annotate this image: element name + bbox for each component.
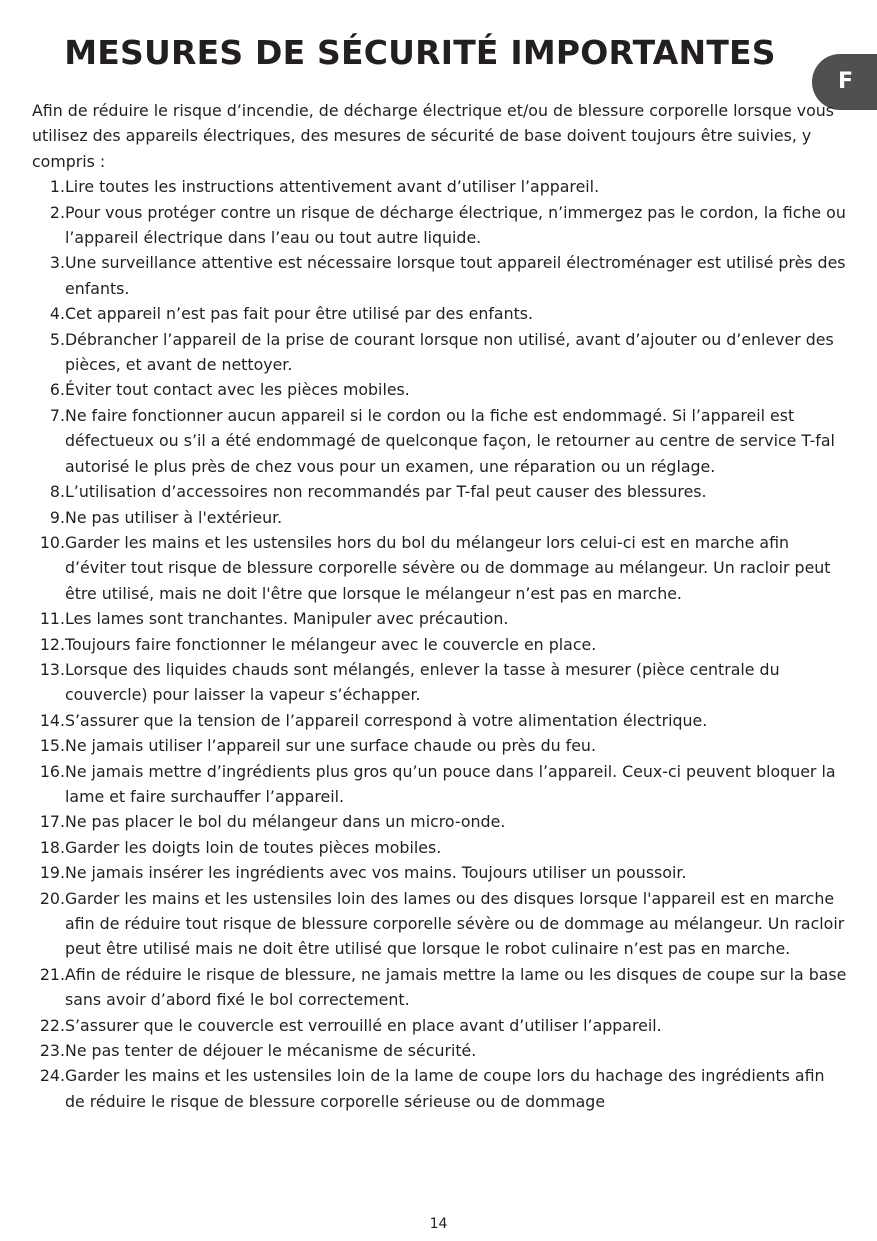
item-text: Pour vous protéger contre un risque de décharge électrique, n’immergez pas le cordon, la fiche ou l’appareil électrique dans l’eau ou tout autre liquide. [65,202,846,248]
safety-item [32,962,847,1013]
item-number: 18. [39,837,65,857]
item-text: Garder les doigts loin de toutes pièces mobiles. [65,837,442,857]
item-number: 8. [49,482,65,502]
item-text: Une surveillance attentive est nécessaire lorsque tout appareil électroménager est utilisé près des enfants. [65,253,846,298]
item-number: 3. [49,253,65,273]
item-number: 13. [39,659,65,679]
safety-item [32,1038,847,1063]
item-number: 10. [39,532,65,552]
item-number: 2. [49,202,65,222]
item-text: Lorsque des liquides chauds sont mélangés, enlever la tasse à mesurer (pièce centrale du couvercle) pour laisser la vapeur s’échapper. [65,659,780,705]
item-text: Ne jamais utiliser l’appareil sur une surface chaude ou près du feu. [65,736,596,756]
item-text: Ne pas placer le bol du mélangeur dans un micro-onde. [65,812,506,832]
safety-item [32,200,847,251]
item-number: 5. [49,329,65,349]
safety-item [32,1063,847,1114]
safety-item [32,733,847,758]
safety-item [32,835,847,860]
item-text: Ne faire fonctionner aucun appareil si le cordon ou la fiche est endommagé. Si l’appareil est défectueux ou s’il a été endommagé de quelconque façon, le retourner au centre de service T-fal autorisé le plus près de chez vous pour un examen, une réparation ou un réglage. [65,405,835,476]
item-text: Cet appareil n’est pas fait pour être utilisé par des enfants. [65,304,534,324]
item-text: Afin de réduire le risque de blessure, ne jamais mettre la lame ou les disques de coupe sur la base sans avoir d’abord fixé le bol correctement. [65,964,847,1010]
safety-item [32,327,847,378]
safety-item [32,250,847,301]
safety-content [32,98,847,1114]
safety-item [32,530,847,606]
item-number: 7. [49,405,65,425]
item-text: Garder les mains et les ustensiles loin des lames ou des disques lorsque l'appareil est en marche afin de réduire tout risque de blessure corporelle sévère ou de dommage au mélangeur. Un racloir peut être utilisé mais ne doit être utilisé que lorsque le robot culinaire n’est pas en marche. [65,888,845,959]
safety-item [32,860,847,885]
item-text: L’utilisation d’accessoires non recommandés par T-fal peut causer des blessures. [65,482,707,502]
item-number: 1. [49,177,65,197]
item-text: S’assurer que la tension de l’appareil correspond à votre alimentation électrique. [65,710,708,730]
page-number: 14 [429,1216,448,1232]
item-number: 22. [39,1015,65,1035]
safety-item [32,301,847,326]
item-text: Lire toutes les instructions attentivement avant d’utiliser l’appareil. [65,177,600,197]
item-text: Ne pas utiliser à l'extérieur. [65,507,283,527]
safety-item [32,479,847,504]
item-text: Les lames sont tranchantes. Manipuler avec précaution. [65,609,509,629]
safety-item [32,505,847,530]
item-number: 21. [39,964,65,984]
safety-item [32,1013,847,1038]
safety-list [32,174,847,1114]
item-number: 23. [39,1041,65,1061]
safety-item [32,606,847,631]
item-number: 20. [39,888,65,908]
item-text: S’assurer que le couvercle est verrouillé en place avant d’utiliser l’appareil. [65,1015,662,1035]
item-text: Ne pas tenter de déjouer le mécanisme de sécurité. [65,1041,477,1061]
safety-item [32,377,847,402]
language-tab-label: F [838,69,854,94]
safety-item [32,759,847,810]
item-number: 19. [39,863,65,883]
item-number: 24. [39,1066,65,1086]
safety-item [32,809,847,834]
safety-item [32,403,847,479]
item-number: 17. [39,812,65,832]
item-number: 9. [49,507,65,527]
item-number: 4. [49,304,65,324]
item-number: 15. [39,736,65,756]
item-text: Ne jamais insérer les ingrédients avec vos mains. Toujours utiliser un poussoir. [65,863,687,883]
item-text: Garder les mains et les ustensiles loin de la lame de coupe lors du hachage des ingrédients afin de réduire le risque de blessure corporelle sérieuse ou de dommage [65,1066,825,1111]
intro-paragraph: Afin de réduire le risque d’incendie, de décharge électrique et/ou de blessure corporelle lorsque vous utilisez des appareils électriques, des mesures de sécurité de base doivent toujours être suivies, y compris : [32,101,834,171]
safety-item [32,632,847,657]
item-text: Débrancher l’appareil de la prise de courant lorsque non utilisé, avant d’ajouter ou d’enlever des pièces, et avant de nettoyer. [65,329,834,375]
item-text: Éviter tout contact avec les pièces mobiles. [65,380,410,400]
safety-item [32,174,847,199]
safety-item [32,708,847,733]
item-number: 11. [39,609,65,629]
item-number: 12. [39,634,65,654]
page-title: MESURES DE SÉCURITÉ IMPORTANTES [64,33,776,72]
safety-item [32,886,847,962]
item-number: 14. [39,710,65,730]
item-number: 16. [39,761,65,781]
item-text: Ne jamais mettre d’ingrédients plus gros qu’un pouce dans l’appareil. Ceux-ci peuvent bloquer la lame et faire surchauffer l’appareil. [65,761,836,806]
item-text: Toujours faire fonctionner le mélangeur avec le couvercle en place. [65,634,597,654]
item-number: 6. [49,380,65,400]
item-text: Garder les mains et les ustensiles hors du bol du mélangeur lors celui-ci est en marche afin d’éviter tout risque de blessure corporelle sévère ou de dommage au mélangeur. Un racloir peut être utilisé, mais ne doit l'être que lorsque le mélangeur n’est pas en marche. [65,532,831,603]
safety-item [32,657,847,708]
